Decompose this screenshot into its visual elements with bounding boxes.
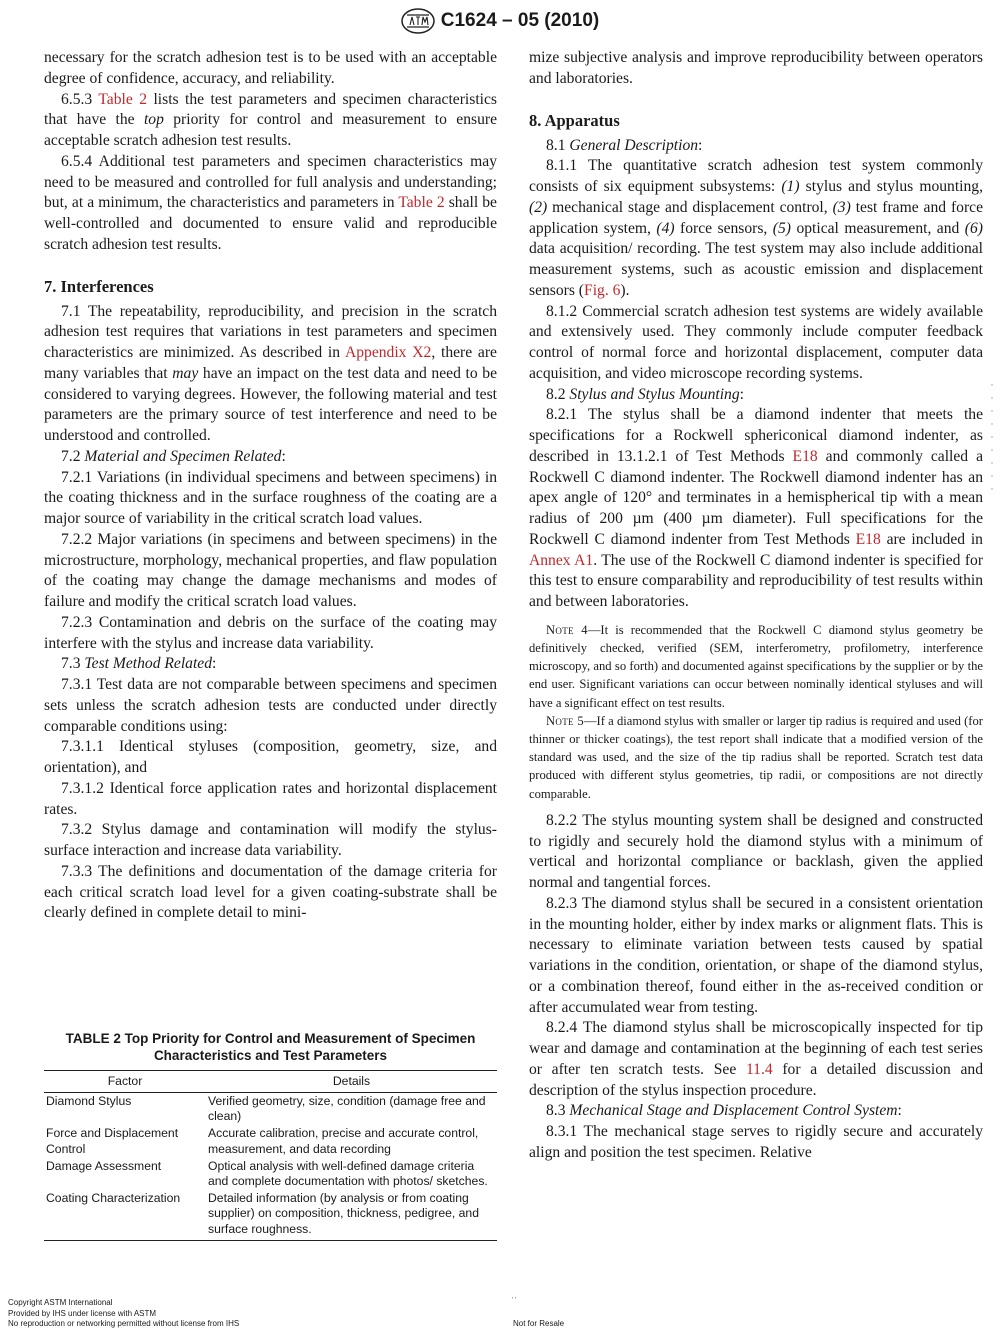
footer-provider: Provided by IHS under license with ASTM xyxy=(8,1308,157,1318)
paragraph-7-2-2: 7.2.2 Major variations (in specimens and between specimens) in the microstructure, morphology, mechanical properties, and flaw population of the coating may change the damage mechanisms and modes of failure and modify the critical scratch load values. xyxy=(44,530,497,610)
astm-logo xyxy=(401,8,435,34)
left-column xyxy=(44,48,497,924)
not-for-resale-footer: Not for Resale xyxy=(513,1319,565,1328)
paragraph-6-5-3 xyxy=(44,90,497,152)
page-mark: ' ' xyxy=(512,1296,517,1304)
paragraph-text: for a detailed discussion and description of the stylus inspection procedure. xyxy=(529,1060,984,1099)
list-marker: (6) xyxy=(964,219,983,237)
table-2-link[interactable]: Table 2 xyxy=(98,90,148,108)
table-2 xyxy=(44,1030,497,1241)
paragraph-7-2-3: 7.2.3 Contamination and debris on the surface of the coating may interfere with the stylus and increase data variability. xyxy=(44,613,497,652)
subsection-title: Material and Specimen Related xyxy=(84,447,282,465)
paragraph-8-2-3: 8.2.3 The diamond stylus shall be secured in a consistent orientation in the mounting holder, either by index marks or alignment flats. This is necessary to eliminate variation between tests caused by spatial variations in the condition, orientation, or shape of the diamond stylus, or a combination thereof, found either in the as-received condition or after accumulated wear from testing. xyxy=(529,894,983,1016)
punctuation: : xyxy=(212,655,217,673)
annex-a1-link[interactable]: Annex A1 xyxy=(529,551,594,569)
e18-link[interactable]: E18 xyxy=(855,530,881,548)
paragraph-8-1 xyxy=(529,136,983,157)
footer-copyright: Copyright ASTM International xyxy=(8,1298,113,1307)
paragraph-text: . The use of the Rockwell C diamond indenter is specified for this test to ensure comparability and reproducibility of test results within and between laboratories. xyxy=(529,551,984,610)
section-number: 8.3 xyxy=(546,1102,566,1120)
paragraph-text: shall be well-controlled and documented to ensure valid and reproducible scratch adhesion test results. xyxy=(44,194,497,253)
e18-link[interactable]: E18 xyxy=(792,447,818,465)
paragraph-text: , there are many variables that xyxy=(44,344,497,382)
paragraph-7-3 xyxy=(44,654,497,675)
punctuation: : xyxy=(739,385,744,403)
section-number: 8.2 xyxy=(546,385,566,403)
table-row xyxy=(44,1158,497,1190)
right-column xyxy=(529,48,983,1164)
paragraph-text: and commonly called a Rockwell C diamond indenter. The Rockwell diamond indenter has an apex angle of 120° and terminates in a hemispherical tip with a mean radius of 200 µm (400 µm diameter). Full specifications for the Rockwell C diamond indenter from Test Methods xyxy=(529,447,984,548)
copyright-footer xyxy=(8,1298,239,1330)
priority-table xyxy=(44,1070,497,1241)
paragraph-8-1-1 xyxy=(529,156,983,301)
subsection-title: General Description xyxy=(569,136,699,154)
factor-cell: Damage Assessment xyxy=(46,1158,162,1173)
paragraph-7-1 xyxy=(44,302,497,447)
list-marker: (5) xyxy=(772,219,791,237)
paragraph-7-3-1-2: 7.3.1.2 Identical force application rates and horizontal displacement rates. xyxy=(44,779,497,818)
note-4 xyxy=(529,621,983,712)
margin-dots-decoration xyxy=(988,380,996,500)
list-marker: (4) xyxy=(656,219,675,237)
paragraph-7-2 xyxy=(44,447,497,468)
section-number: 8.1 xyxy=(546,136,566,154)
section-number: 7.2 xyxy=(61,447,81,465)
column-header-factor: Factor xyxy=(44,1071,206,1093)
appendix-x2-link[interactable]: Appendix X2 xyxy=(344,344,432,361)
table-title: TABLE 2 Top Priority for Control and Measurement of Specimen Characteristics and Test Parameters xyxy=(65,1031,476,1063)
paragraph-7-3-3: 7.3.3 The definitions and documentation of the damage criteria for each critical scratch load level for a given coating-substrate shall be clearly defined in complete detail to mini- xyxy=(44,862,497,922)
paragraph-8-2 xyxy=(529,385,983,406)
subsection-title: Mechanical Stage and Displacement Control System xyxy=(569,1102,898,1120)
notes-block xyxy=(529,621,983,803)
paragraph-6-5-4 xyxy=(44,152,497,256)
factor-cell: Diamond Stylus xyxy=(46,1094,132,1108)
section-11-4-link[interactable]: 11.4 xyxy=(745,1060,773,1078)
page-header xyxy=(0,8,1000,34)
paragraph-text: force sensors, xyxy=(680,219,768,237)
paragraph-8-2-1 xyxy=(529,405,983,613)
paragraph-text: 8.2.4 The diamond stylus shall be microscopically inspected for tip wear and damage and contamination at the beginning of each test series or after ten scratch tests. See xyxy=(529,1019,983,1078)
note-text: —If a diamond stylus with smaller or larger tip radius is required and used (for thinner or thicker coatings), the test report shall indicate that a modified version of the standard was used, and the size of the tip radius shall be reported. Scratch test data produced with different stylus geometries, tip radii, or compositions are not directly comparable. xyxy=(529,713,983,801)
subsection-title: Stylus and Stylus Mounting xyxy=(569,385,740,403)
emphasis-text: top xyxy=(143,111,164,129)
paragraph-8-3-1: 8.3.1 The mechanical stage serves to rigidly secure and accurately align and position the test specimen. Relative xyxy=(529,1123,983,1161)
list-marker: (3) xyxy=(832,198,851,216)
punctuation: : xyxy=(897,1102,902,1120)
section-number: 7.3 xyxy=(61,655,81,673)
table-row xyxy=(44,1190,497,1240)
paragraph-text: optical measurement, and xyxy=(796,219,960,237)
paragraph-7-3-1-1: 7.3.1.1 Identical styluses (composition, geometry, size, and orientation), and xyxy=(44,738,497,776)
paragraph-text: priority for control and measurement to ensure acceptable scratch adhesion test results. xyxy=(44,111,497,149)
paragraph-8-2-2: 8.2.2 The stylus mounting system shall be designed and constructed to rigidly and securely hold the diamond stylus with a minimum of vertical and horizontal compliance or backlash, given the applied normal and tangential forces. xyxy=(529,811,983,892)
paragraph-text: test frame and force application system, xyxy=(529,198,984,237)
details-cell: Detailed information (by analysis or from coating supplier) on composition, thickness, pedigree, and surface roughness. xyxy=(206,1190,497,1240)
paragraph-8-1-2: 8.1.2 Commercial scratch adhesion test systems are widely available and extensively used. They commonly include computer feedback control of normal force and horizontal displacement, computer data acquisition, and video microscope recording systems. xyxy=(529,302,983,382)
details-cell: Accurate calibration, precise and accurate control, measurement, and data recording xyxy=(208,1126,479,1156)
note-label: Note 5 xyxy=(546,713,584,728)
punctuation: ). xyxy=(620,281,630,299)
details-cell: Verified geometry, size, condition (damage free and clean) xyxy=(208,1094,486,1124)
paragraph-text: 7.1 The repeatability, reproducibility, and precision in the scratch adhesion test requires that variations in test parameters and specimen characteristics are minimized. As described in xyxy=(44,302,497,361)
punctuation: : xyxy=(698,136,703,154)
subsection-title: Test Method Related xyxy=(84,655,213,673)
document-designation: C1624 – 05 (2010) xyxy=(440,10,600,31)
note-5 xyxy=(529,712,983,803)
table-2-link[interactable]: Table 2 xyxy=(398,194,445,212)
emphasis-text: may xyxy=(172,364,199,382)
paragraph-6-5-2-tail: necessary for the scratch adhesion test is to be used with an acceptable degree of confidence, accuracy, and reliability. xyxy=(44,49,497,87)
paragraph-7-3-3-tail: mize subjective analysis and improve reproducibility between operators and laboratories. xyxy=(529,49,983,87)
column-header-details: Details xyxy=(206,1071,497,1093)
paragraph-7-3-1: 7.3.1 Test data are not comparable between specimens and specimen sets unless the scratch adhesion tests are conducted under directly comparable conditions using: xyxy=(44,676,497,735)
details-cell: Optical analysis with well-defined damage criteria and complete documentation with photos/ sketches. xyxy=(208,1158,488,1189)
note-text: —It is recommended that the Rockwell C diamond stylus geometry be definitively checked, verified (SEM, interferometry, profilometry, interference microscopy, and so forth) and documented against specifications by the supplier or by the end user. Significant variations can occur between nominally identical styluses and will have a significant effect on test results. xyxy=(529,622,983,710)
footer-license: No reproduction or networking permitted without license from IHS xyxy=(8,1319,240,1328)
paragraph-text: 8.1.1 The quantitative scratch adhesion test system commonly consists of six equipment subsystems: xyxy=(529,157,983,195)
section-number: 6.5.3 xyxy=(61,90,93,108)
punctuation: : xyxy=(281,447,286,465)
paragraph-text: stylus and stylus mounting, xyxy=(805,178,983,195)
factor-cell: Force and Displacement Control xyxy=(46,1126,179,1156)
paragraph-text: lists the test parameters and specimen characteristics that have the xyxy=(44,90,497,129)
paragraph-text: 6.5.4 Additional test parameters and specimen characteristics may need to be measured and controlled for full analysis and understanding; but, at a minimum, the characteristics and parameters in xyxy=(44,152,497,212)
table-row xyxy=(44,1093,497,1126)
paragraph-7-2-1: 7.2.1 Variations (in individual specimens and between specimens) in the coating thickness and in the surface roughness of the coating are a major source of variability in the critical scratch load values. xyxy=(44,468,497,527)
table-row xyxy=(44,1125,497,1157)
list-marker: (1) xyxy=(781,178,800,195)
factor-cell: Coating Characterization xyxy=(44,1190,206,1240)
paragraph-8-3 xyxy=(529,1101,983,1122)
fig-6-link[interactable]: Fig. 6 xyxy=(584,281,621,299)
paragraph-text: 8.2.1 The stylus shall be a diamond indenter that meets the specifications for a Rockwell sphericonical diamond indenter, as described in 13.1.2.1 of Test Methods xyxy=(529,406,983,465)
section-heading-apparatus: 8. Apparatus xyxy=(529,110,620,130)
paragraph-text: are included in xyxy=(886,530,983,548)
list-marker: (2) xyxy=(529,198,548,216)
paragraph-text: data acquisition/ recording. The test system may also include additional measurement systems, such as acoustic emission and displacement sensors ( xyxy=(529,240,983,299)
paragraph-8-2-4 xyxy=(529,1018,983,1101)
paragraph-text: have an impact on the test data and need to be considered to varying degrees. However, the following material and test parameters are the primary source of test interference and need to be understood and controlled. xyxy=(44,364,498,444)
section-heading-interferences: 7. Interferences xyxy=(44,276,154,296)
paragraph-7-3-2: 7.3.2 Stylus damage and contamination will modify the stylus-surface interaction and increase data variability. xyxy=(44,821,497,859)
note-label: Note 4 xyxy=(546,622,588,637)
paragraph-text: mechanical stage and displacement control, xyxy=(552,198,828,216)
